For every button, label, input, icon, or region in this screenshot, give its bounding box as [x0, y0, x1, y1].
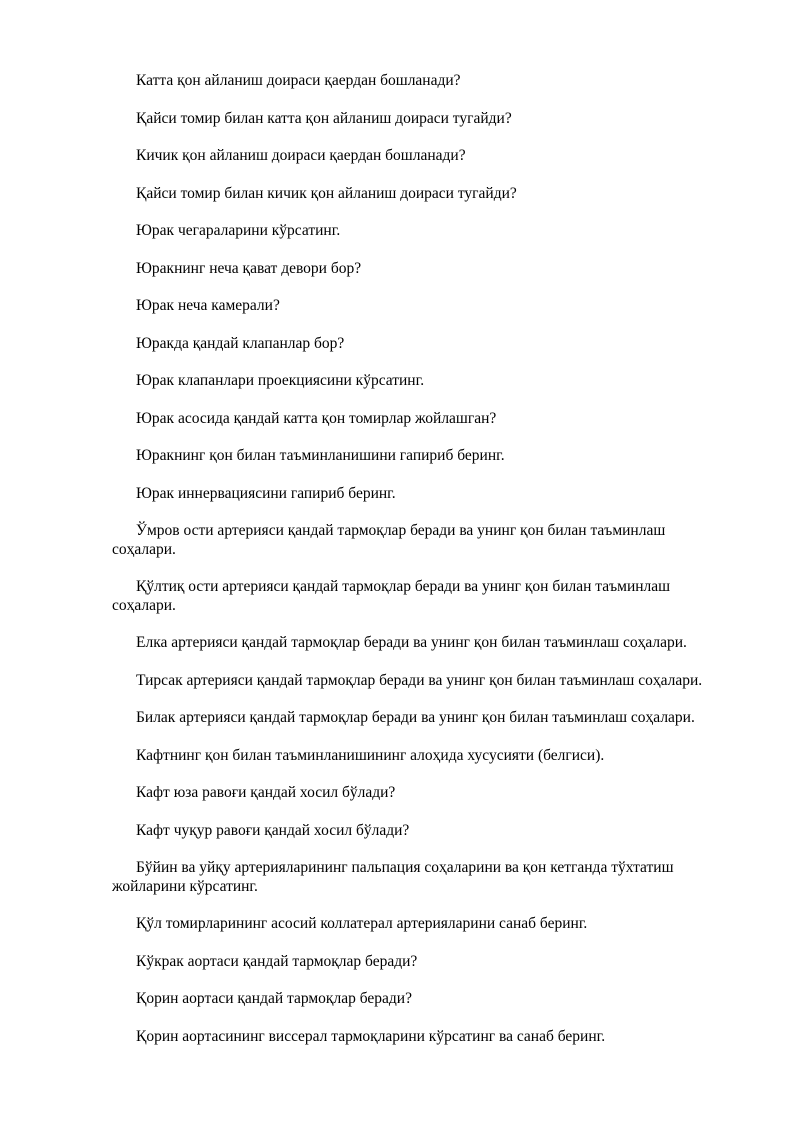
question-1: Катта қон айланиш доираси қаердан бошланади? [136, 72, 461, 89]
question-21: Бўйин ва уйқу артерияларининг пальпация соҳаларини ва қон кетганда тўхтатиш жойларини кўрсатинг. [112, 859, 674, 895]
question-15: Елка артерияси қандай тармоқлар беради ва унинг қон билан таъминлаш соҳалари. [136, 634, 687, 651]
question-19: Кафт юза равоғи қандай хосил бўлади? [136, 784, 396, 801]
question-2: Қайси томир билан катта қон айланиш доираси тугайди? [136, 109, 512, 127]
question-3: Кичик қон айланиш доираси қаердан бошланади? [136, 147, 466, 164]
question-20: Кафт чуқур равоғи қандай хосил бўлади? [136, 821, 410, 839]
question-9: Юрак клапанлари проекциясини кўрсатинг. [136, 372, 425, 389]
question-10: Юрак асосида қандай катта қон томирлар жойлашган? [136, 409, 497, 427]
question-24: Қорин аортаси қандай тармоқлар беради? [136, 990, 412, 1007]
question-4: Қайси томир билан кичик қон айланиш доираси тугайди? [136, 184, 517, 202]
question-23: Кўкрак аортаси қандай тармоқлар беради? [136, 952, 418, 970]
question-8: Юракда қандай клапанлар бор? [136, 334, 345, 352]
question-12: Юрак иннервациясини гапириб беринг. [136, 484, 396, 502]
question-25: Қорин аортасининг висcерал тармоқларини кўрсатинг ва санаб беринг. [136, 1027, 606, 1045]
question-13: Ўмров ости артерияси қандай тармоқлар беради ва унинг қон билан таъминлаш соҳалари. [112, 522, 666, 558]
document-page [112, 72, 712, 1065]
question-17: Билак артерияси қандай тармоқлар беради ва унинг қон билан таъминлаш соҳалари. [136, 709, 695, 726]
question-11: Юракнинг қон билан таъминланишини гапириб беринг. [136, 447, 505, 464]
question-6: Юракнинг неча қават девори бор? [136, 259, 362, 277]
question-14: Қўлтиқ ости артерияси қандай тармоқлар беради ва унинг қон билан таъминлаш соҳалари. [112, 578, 671, 614]
question-18: Кафтнинг қон билан таъминланишининг алоҳида хусусияти (белгиси). [136, 746, 605, 764]
question-7: Юрак неча камерали? [136, 297, 280, 314]
question-5: Юрак чегараларини кўрсатинг. [136, 222, 341, 239]
question-22: Қўл томирларининг асосий коллатерал артерияларини санаб беринг. [136, 915, 588, 932]
question-16: Тирсак артерияси қандай тармоқлар беради ва унинг қон билан таъминлаш соҳалари. [136, 671, 703, 689]
